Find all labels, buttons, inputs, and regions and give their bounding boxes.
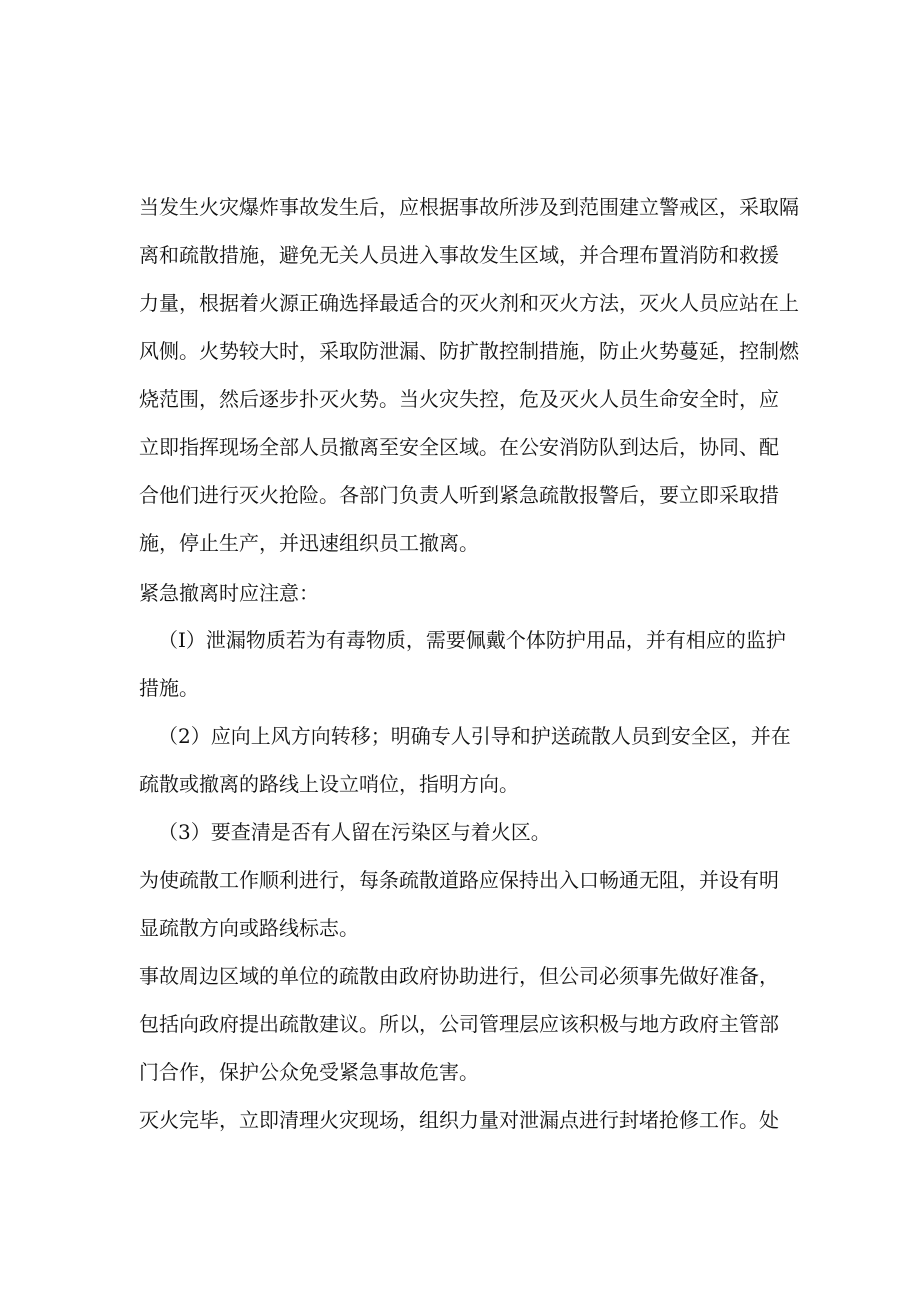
list-item-3: （3）要查清是否有人留在污染区与着火区。 [158, 820, 551, 844]
paragraph-line: 风侧。火势较大时，采取防泄漏、防扩散控制措施，防止火势蔓延，控制燃 [139, 339, 799, 363]
paragraph-line: 事故周边区域的单位的疏散由政府协助进行，但公司必须事先做好准备， [139, 964, 779, 988]
paragraph-line: 烧范围，然后逐步扑灭火势。当火灾失控，危及灭火人员生命安全时，应 [139, 387, 779, 411]
paragraph-line: 包括向政府提出疏散建议。所以，公司管理层应该积极与地方政府主管部 [139, 1012, 779, 1036]
paragraph-line: 为使疏散工作顺利进行，每条疏散道路应保持出入口畅通无阻，并设有明 [139, 868, 779, 892]
paragraph-line: 离和疏散措施，避免无关人员进入事故发生区域，并合理布置消防和救援 [139, 243, 779, 267]
paragraph-line: 立即指挥现场全部人员撤离至安全区域。在公安消防队到达后，协同、配 [139, 435, 779, 459]
list-item-2-continuation: 疏散或撤离的路线上设立哨位，指明方向。 [139, 772, 519, 796]
paragraph-line: 力量，根据着火源正确选择最适合的灭火剂和灭火方法，灭火人员应站在上 [139, 291, 799, 315]
list-item-1: （I）泄漏物质若为有毒物质，需要佩戴个体防护用品，并有相应的监护 [158, 628, 786, 652]
list-item-1-continuation: 措施。 [139, 676, 199, 700]
paragraph-line: 当发生火灾爆炸事故发生后，应根据事故所涉及到范围建立警戒区，采取隔 [139, 195, 799, 219]
paragraph-line: 门合作，保护公众免受紧急事故危害。 [139, 1060, 479, 1084]
paragraph-line: 灭火完毕，立即清理火灾现场，组织力量对泄漏点进行封堵抢修工作。处 [139, 1108, 779, 1132]
list-item-2: （2）应向上风方向转移；明确专人引导和护送疏散人员到安全区，并在 [158, 724, 791, 748]
section-heading: 紧急撤离时应注意： [139, 581, 319, 605]
paragraph-line: 施，停止生产，并迅速组织员工撤离。 [139, 531, 479, 555]
paragraph-line: 显疏散方向或路线标志。 [139, 916, 359, 940]
paragraph-line: 合他们进行灭火抢险。各部门负责人听到紧急疏散报警后，要立即采取措 [139, 483, 779, 507]
